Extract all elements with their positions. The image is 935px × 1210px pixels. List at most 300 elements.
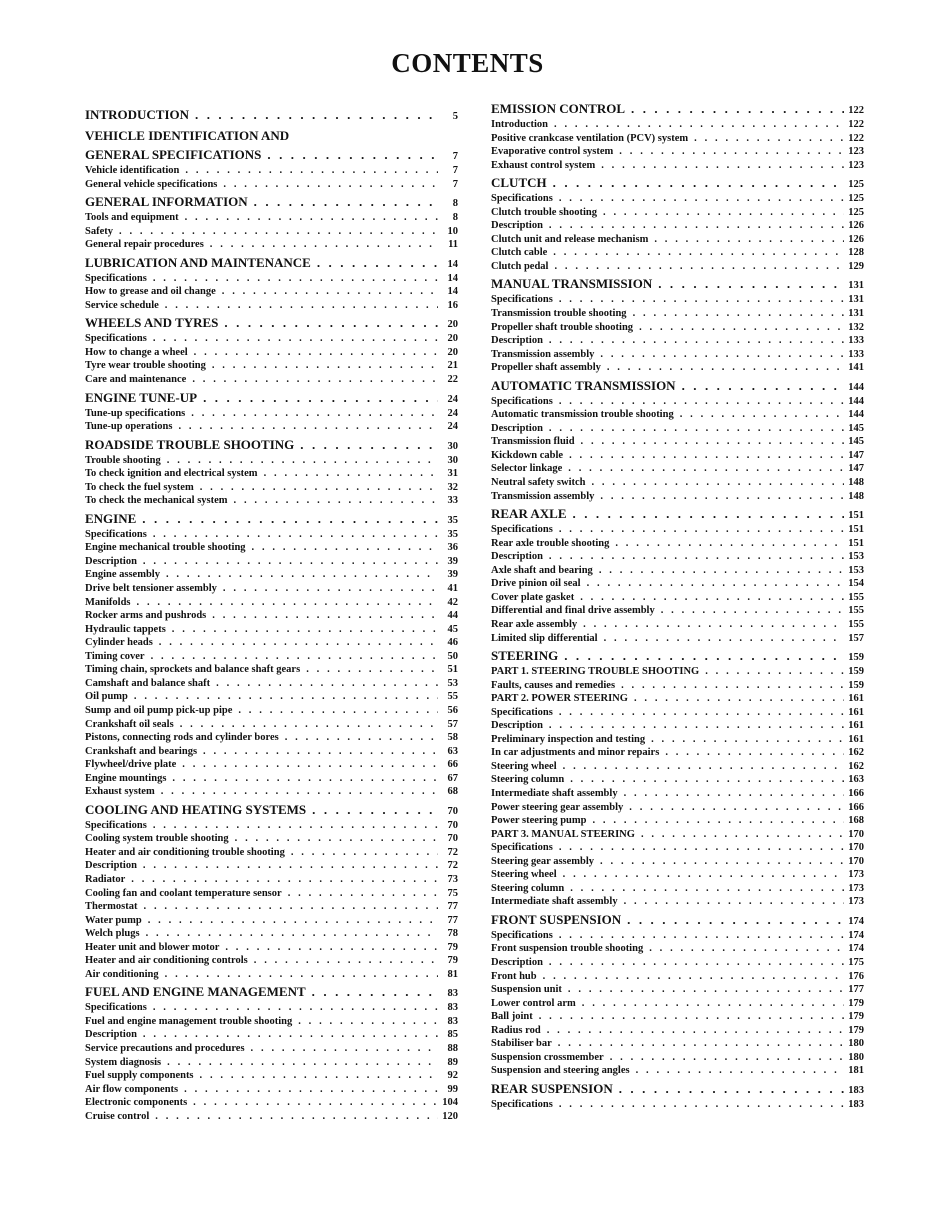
toc-entry	[85, 596, 458, 610]
toc-entry-title: STEERING	[491, 648, 559, 664]
toc-page-number: 44	[447, 610, 458, 622]
dot-leader	[225, 941, 438, 955]
toc-page-number: 170	[848, 855, 864, 867]
toc-page-number: 148	[848, 490, 864, 502]
toc-entry-title: PART 3. MANUAL STEERING	[491, 828, 635, 840]
toc-entry-title: Front suspension trouble shooting	[491, 943, 644, 955]
dot-leader	[254, 954, 438, 968]
toc-entry-title: Water pump	[85, 914, 142, 926]
toc-entry	[491, 679, 864, 693]
toc-page-number: 170	[848, 828, 864, 840]
toc-page-number: 170	[848, 842, 864, 854]
dot-leader	[610, 1051, 844, 1065]
toc-page-number: 144	[848, 409, 864, 421]
dot-leader	[238, 704, 438, 718]
toc-entry	[85, 541, 458, 555]
toc-entry-title: Specifications	[491, 193, 553, 205]
toc-entry-title: EMISSION CONTROL	[491, 101, 625, 116]
toc-entry-title: Limited slip differential	[491, 632, 598, 644]
dot-leader	[649, 942, 844, 956]
toc-entry-title: How to change a wheel	[85, 346, 188, 358]
dot-leader	[658, 275, 844, 293]
toc-entry	[491, 983, 864, 997]
toc-page-number: 77	[447, 914, 458, 926]
toc-entry-title: ROADSIDE TROUBLE SHOOTING	[85, 436, 295, 452]
toc-section-heading	[491, 911, 864, 929]
toc-page-number: 83	[447, 988, 458, 1000]
toc-page-number: 154	[848, 578, 864, 590]
dot-leader	[549, 956, 844, 970]
toc-entry-title: In car adjustments and minor repairs	[491, 747, 660, 759]
toc-entry-title: PART 2. POWER STEERING	[491, 693, 628, 705]
toc-section-heading	[85, 389, 458, 407]
toc-entry-title: Description	[491, 220, 543, 232]
toc-page-number: 173	[848, 869, 864, 881]
dot-leader	[570, 773, 844, 787]
toc-entry-title: Rear axle trouble shooting	[491, 537, 610, 549]
toc-entry	[491, 970, 864, 984]
dot-leader	[680, 408, 844, 422]
toc-page-number: 123	[848, 146, 864, 158]
toc-page-number: 35	[447, 528, 458, 540]
toc-entry	[491, 564, 864, 578]
dot-leader	[285, 731, 438, 745]
toc-entry	[85, 650, 458, 664]
dot-leader	[549, 719, 844, 733]
dot-leader	[587, 577, 844, 591]
toc-entry	[85, 758, 458, 772]
toc-page-number: 153	[848, 564, 864, 576]
dot-leader	[654, 233, 844, 247]
toc-entry-title: Exhaust control system	[491, 159, 596, 171]
toc-page-number: 73	[447, 873, 458, 885]
toc-page-number: 141	[848, 362, 864, 374]
toc-page-number: 36	[447, 542, 458, 554]
toc-page-number: 70	[447, 819, 458, 831]
dot-leader	[591, 476, 844, 490]
dot-leader	[317, 254, 438, 272]
toc-entry-title: WHEELS AND TYRES	[85, 315, 219, 331]
dot-leader	[251, 1042, 438, 1056]
toc-entry-title: Description	[85, 555, 137, 567]
toc-entry	[85, 1042, 458, 1056]
toc-page-number: 99	[447, 1083, 458, 1095]
toc-entry	[85, 663, 458, 677]
toc-entry-title: Timing cover	[85, 650, 145, 662]
dot-leader	[619, 145, 844, 159]
toc-page-number: 104	[442, 1097, 458, 1109]
toc-entry	[85, 568, 458, 582]
toc-page-number: 72	[447, 860, 458, 872]
toc-page-number: 147	[848, 463, 864, 475]
toc-entry-title: Description	[85, 860, 137, 872]
toc-entry	[491, 855, 864, 869]
toc-page-number: 45	[447, 623, 458, 635]
toc-entry	[85, 832, 458, 846]
dot-leader	[549, 550, 844, 564]
dot-leader	[570, 882, 844, 896]
toc-entry	[491, 577, 864, 591]
toc-entry	[491, 604, 864, 618]
toc-section-heading	[85, 254, 458, 272]
toc-entry-title: To check ignition and electrical system	[85, 468, 258, 480]
toc-section-heading	[491, 275, 864, 293]
toc-entry	[491, 760, 864, 774]
toc-entry-title: Specifications	[491, 524, 553, 536]
toc-section-heading	[85, 801, 458, 819]
toc-page-number: 159	[848, 666, 864, 678]
toc-entry	[491, 997, 864, 1011]
toc-section-heading	[85, 314, 458, 332]
toc-entry-title: Introduction	[491, 119, 548, 130]
dot-leader	[619, 1080, 844, 1098]
toc-section-heading	[85, 510, 458, 528]
toc-page-number: 183	[848, 1084, 864, 1096]
toc-entry	[491, 841, 864, 855]
toc-entry-title: Specifications	[491, 395, 553, 407]
toc-entry-title: Power steering pump	[491, 815, 587, 827]
toc-page-number: 159	[848, 679, 864, 691]
toc-entry-title: Camshaft and balance shaft	[85, 677, 211, 689]
toc-entry-title: Automatic transmission trouble shooting	[491, 409, 674, 421]
toc-page-number: 153	[848, 551, 864, 563]
toc-page-number: 22	[447, 374, 458, 386]
toc-entry	[85, 211, 458, 225]
dot-leader	[553, 174, 844, 192]
toc-page-number: 173	[848, 882, 864, 894]
toc-entry-title: INTRODUCTION	[85, 107, 190, 122]
toc-entry	[85, 1001, 458, 1015]
toc-entry	[491, 882, 864, 896]
toc-page-number: 55	[447, 691, 458, 703]
toc-entry-title: Axle shaft and bearing	[491, 564, 593, 576]
dot-leader	[148, 914, 438, 928]
toc-page-number: 162	[848, 747, 864, 759]
toc-page-number: 46	[447, 637, 458, 649]
toc-page-number: 14	[447, 258, 458, 270]
toc-page-number: 83	[447, 1015, 458, 1027]
toc-page-number: 10	[447, 225, 458, 237]
dot-leader	[172, 623, 438, 637]
toc-page-number: 168	[848, 815, 864, 827]
toc-entry-title: Transmission fluid	[491, 436, 575, 448]
toc-page-number: 68	[447, 786, 458, 798]
dot-leader	[161, 785, 438, 799]
toc-page-number: 144	[848, 395, 864, 407]
dot-leader	[592, 814, 844, 828]
dot-leader	[151, 650, 438, 664]
toc-entry	[85, 900, 458, 914]
dot-leader	[153, 528, 438, 542]
toc-entry	[491, 746, 864, 760]
dot-leader	[203, 389, 438, 407]
toc-entry	[491, 293, 864, 307]
toc-entry	[491, 942, 864, 956]
dot-leader	[131, 873, 438, 887]
toc-entry-title: Front hub	[491, 970, 537, 982]
toc-entry-title: Heater and air conditioning controls	[85, 955, 248, 967]
dot-leader	[624, 895, 844, 909]
toc-entry-title: To check the mechanical system	[85, 495, 228, 507]
dot-leader	[119, 225, 438, 239]
toc-entry-title: Power steering gear assembly	[491, 801, 624, 813]
toc-page-number: 122	[848, 132, 864, 144]
dot-leader	[223, 582, 438, 596]
toc-entry-title: Stabiliser bar	[491, 1038, 552, 1050]
toc-page-number: 50	[447, 650, 458, 662]
toc-page-number: 20	[447, 333, 458, 345]
toc-entry	[85, 494, 458, 508]
toc-entry	[85, 373, 458, 387]
toc-page-number: 162	[848, 760, 864, 772]
toc-entry	[491, 706, 864, 720]
toc-section-heading	[85, 983, 458, 1001]
dot-leader	[582, 997, 844, 1011]
dot-leader	[143, 555, 438, 569]
toc-entry-title: Hydraulic tappets	[85, 623, 166, 635]
dot-leader	[547, 1024, 844, 1038]
dot-leader	[661, 604, 844, 618]
toc-page-number: 32	[447, 481, 458, 493]
toc-entry	[491, 1024, 864, 1038]
dot-leader	[143, 1028, 438, 1042]
toc-page-number: 78	[447, 928, 458, 940]
toc-page-number: 85	[447, 1029, 458, 1041]
toc-entry-title: Suspension unit	[491, 984, 562, 996]
dot-leader	[212, 359, 438, 373]
toc-page-number: 166	[848, 801, 864, 813]
dot-leader	[580, 591, 844, 605]
toc-entry-title: Intermediate shaft assembly	[491, 896, 618, 908]
toc-entry-title: Air flow components	[85, 1083, 179, 1095]
toc-entry	[491, 132, 864, 146]
toc-entry-title: How to grease and oil change	[85, 286, 216, 298]
dot-leader	[607, 361, 844, 375]
toc-page-number: 174	[848, 943, 864, 955]
dot-leader	[212, 609, 438, 623]
toc-entry	[85, 941, 458, 955]
toc-entry-title: Specifications	[491, 706, 553, 718]
toc-entry	[85, 690, 458, 704]
toc-section-heading	[491, 1080, 864, 1098]
dot-leader	[195, 106, 438, 124]
dot-leader	[539, 1010, 844, 1024]
dot-leader	[144, 900, 439, 914]
dot-leader	[167, 454, 438, 468]
toc-entry	[491, 395, 864, 409]
toc-page-number: 92	[447, 1070, 458, 1082]
dot-leader	[615, 537, 844, 551]
toc-entry-title: Manifolds	[85, 596, 131, 608]
toc-page-number: 151	[848, 537, 864, 549]
toc-entry-title: Clutch pedal	[491, 260, 549, 272]
dot-leader	[599, 564, 844, 578]
toc-entry-title: Rocker arms and pushrods	[85, 610, 207, 622]
dot-leader	[291, 846, 438, 860]
toc-entry-title: Flywheel/drive plate	[85, 759, 177, 771]
toc-page-number: 7	[452, 151, 458, 162]
toc-entry-title: Specifications	[85, 1002, 147, 1014]
toc-entry	[85, 285, 458, 299]
toc-entry	[85, 555, 458, 569]
toc-page-number: 151	[848, 510, 864, 522]
toc-entry-title: Service schedule	[85, 299, 159, 311]
toc-entry	[491, 159, 864, 173]
dot-leader	[559, 1098, 844, 1112]
toc-entry	[491, 348, 864, 362]
toc-entry-title: Steering wheel	[491, 869, 557, 881]
toc-page-number: 58	[447, 732, 458, 744]
toc-entry	[85, 954, 458, 968]
dot-leader	[705, 665, 844, 679]
toc-page-number: 155	[848, 591, 864, 603]
dot-leader	[194, 346, 438, 360]
toc-page-number: 81	[447, 968, 458, 980]
toc-page-number: 5	[452, 111, 458, 122]
toc-entry-title: Rear axle assembly	[491, 618, 578, 630]
toc-page-number: 161	[848, 720, 864, 732]
dot-leader	[600, 855, 844, 869]
dot-leader	[603, 206, 844, 220]
toc-page-number: 39	[447, 569, 458, 581]
toc-page-number: 131	[848, 294, 864, 306]
toc-entry-title: GENERAL INFORMATION	[85, 194, 248, 210]
toc-entry-title: Specifications	[491, 294, 553, 306]
toc-entry-title: System diagnosis	[85, 1056, 162, 1068]
dot-leader	[153, 819, 438, 833]
toc-entry	[85, 772, 458, 786]
toc-page-number: 174	[848, 929, 864, 941]
dot-leader	[568, 462, 844, 476]
toc-entry-title: Welch plugs	[85, 928, 140, 940]
toc-entry-title: ENGINE	[85, 510, 137, 526]
toc-page-number: 177	[848, 984, 864, 996]
toc-section-heading	[491, 100, 864, 118]
toc-page-number: 39	[447, 555, 458, 567]
dot-leader	[142, 510, 438, 528]
dot-leader	[178, 420, 438, 434]
toc-entry	[491, 435, 864, 449]
toc-entry-title: FRONT SUSPENSION	[491, 911, 622, 927]
dot-leader	[554, 118, 844, 132]
contents-column-left	[85, 104, 458, 1123]
dot-leader	[627, 911, 844, 929]
toc-page-number: 174	[848, 915, 864, 927]
dot-leader	[600, 490, 844, 504]
toc-entry	[491, 422, 864, 436]
toc-entry	[491, 773, 864, 787]
toc-entry	[491, 490, 864, 504]
toc-entry	[85, 467, 458, 481]
toc-page-number: 159	[848, 652, 864, 664]
toc-entry	[491, 665, 864, 679]
toc-entry	[491, 260, 864, 274]
toc-entry	[491, 632, 864, 646]
dot-leader	[573, 505, 845, 523]
dot-leader	[165, 299, 438, 313]
toc-page-number: 83	[447, 1002, 458, 1014]
dot-leader	[549, 422, 844, 436]
toc-entry	[491, 449, 864, 463]
toc-entry-title: Trouble shooting	[85, 454, 161, 466]
toc-entry-title: Clutch unit and release mechanism	[491, 233, 649, 245]
toc-entry	[85, 332, 458, 346]
dot-leader	[636, 1064, 844, 1078]
dot-leader	[288, 887, 438, 901]
toc-entry-title: Cover plate gasket	[491, 591, 575, 603]
toc-entry-title: To check the fuel system	[85, 481, 194, 493]
toc-entry-title: Kickdown cable	[491, 449, 564, 461]
dot-leader	[153, 272, 438, 286]
toc-entry	[85, 785, 458, 799]
toc-entry	[85, 299, 458, 313]
toc-entry-title: Lower control arm	[491, 997, 576, 1009]
toc-entry	[85, 272, 458, 286]
toc-page-number: 132	[848, 321, 864, 333]
dot-leader	[641, 828, 844, 842]
toc-page-number: 161	[848, 693, 864, 705]
toc-entry-title: Thermostat	[85, 901, 138, 913]
toc-page-number: 56	[447, 704, 458, 716]
toc-entry	[491, 787, 864, 801]
toc-entry	[85, 481, 458, 495]
toc-entry-title: Intermediate shaft assembly	[491, 787, 618, 799]
toc-entry-title: Ball joint	[491, 1011, 533, 1023]
toc-entry	[85, 873, 458, 887]
dot-leader	[549, 219, 844, 233]
toc-page-number: 147	[848, 449, 864, 461]
toc-section-heading	[491, 377, 864, 395]
toc-entry	[491, 246, 864, 260]
dot-leader	[191, 407, 438, 421]
toc-entry	[491, 462, 864, 476]
dot-leader	[254, 193, 438, 211]
toc-entry-title: Oil pump	[85, 691, 128, 703]
toc-section-heading	[85, 193, 458, 211]
toc-page-number: 20	[447, 319, 458, 331]
dot-leader	[665, 746, 844, 760]
toc-entry-title: Faults, causes and remedies	[491, 679, 616, 691]
toc-entry	[85, 454, 458, 468]
toc-entry-title: Timing chain, sprockets and balance shaft gears	[85, 664, 301, 676]
toc-entry-title: Specifications	[85, 272, 147, 284]
toc-page-number: 77	[447, 901, 458, 913]
dot-leader	[581, 435, 844, 449]
toc-page-number: 180	[848, 1051, 864, 1063]
toc-entry	[85, 178, 458, 192]
dot-leader	[694, 132, 844, 146]
toc-page-number: 145	[848, 436, 864, 448]
toc-page-number: 42	[447, 596, 458, 608]
dot-leader	[559, 841, 844, 855]
dot-leader	[185, 164, 438, 178]
toc-entry	[491, 956, 864, 970]
toc-entry	[85, 1083, 458, 1097]
toc-page-number: 163	[848, 774, 864, 786]
toc-page-number: 66	[447, 759, 458, 771]
toc-entry	[491, 537, 864, 551]
dot-leader	[134, 690, 438, 704]
toc-entry-title: Engine mountings	[85, 772, 167, 784]
toc-page-number: 157	[848, 632, 864, 644]
dot-leader	[682, 377, 844, 395]
dot-leader	[569, 449, 844, 463]
toc-page-number: 133	[848, 335, 864, 347]
toc-entry-title: Transmission trouble shooting	[491, 308, 627, 320]
toc-entry-title: REAR SUSPENSION	[491, 1080, 613, 1096]
dot-leader	[155, 1110, 438, 1124]
dot-leader	[172, 772, 438, 786]
